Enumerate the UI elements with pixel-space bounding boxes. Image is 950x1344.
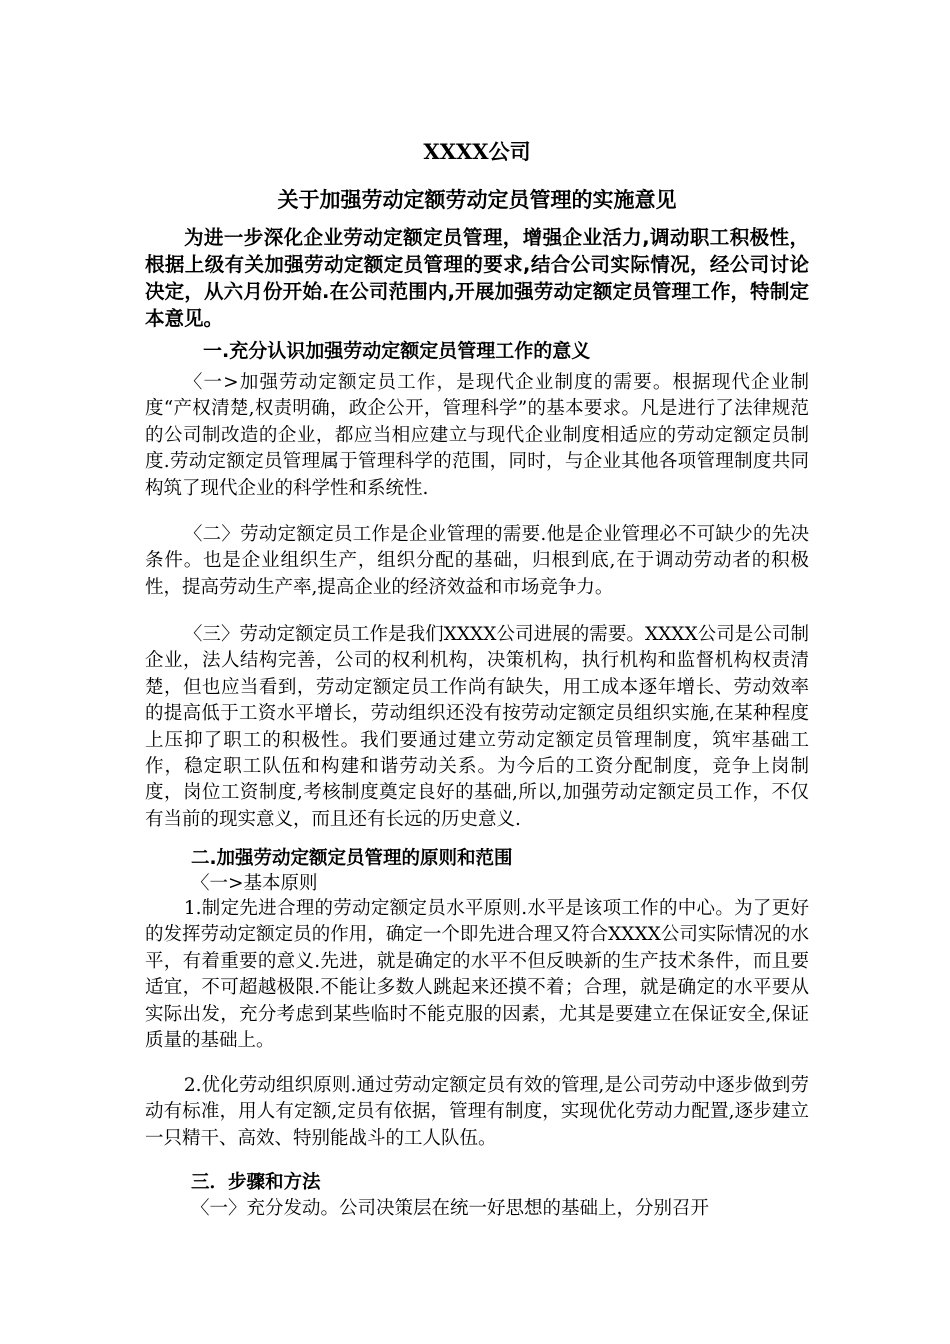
section-3-paragraph-1: 〈一〉充分发动。公司决策层在统一好思想的基础上，分别召开 xyxy=(191,1198,710,1219)
section-2-paragraph-2: 2.优化劳动组织原则.通过劳动定额定员有效的管理,是公司劳动中逐步做到劳动有标准，用人有定额,定员有依据，管理有制度，实现优化劳动力配置,逐步建立一只精干、高效、特别能战斗的工人队伍。 xyxy=(145,1075,809,1149)
section-2-subheading: 〈一>基本原则 xyxy=(191,873,318,894)
intro-paragraph: 为进一步深化企业劳动定额定员管理，增强企业活力,调动职工积极性，根据上级有关加强劳动定额定员管理的要求,结合公司实际情况，经公司讨论决定，从六月份开始.在公司范围内,开展加强劳动定额定员管理工作，特制定本意见。 xyxy=(145,226,809,330)
section-3-heading: 三．步骤和方法 xyxy=(191,1172,321,1193)
section-1-paragraph-3: 〈三〉劳动定额定员工作是我们XXXX公司进展的需要。XXXX公司是公司制企业，法人结构完善，公司的权利机构，决策机构，执行机构和监督机构权责清楚，但也应当看到，劳动定额定员工作尚有缺失，用工成本逐年增长、劳动效率的提高低于工资水平增长，劳动组织还没有按劳动定额定员组织实施,在某种程度上压抑了职工的积极性。我们要通过建立劳动定额定员管理制度，筑牢基础工作，稳定职工队伍和构建和谐劳动关系。为今后的工资分配制度，竞争上岗制度，岗位工资制度,考核制度奠定良好的基础,所以,加强劳动定额定员工作，不仅有当前的现实意义，而且还有长远的历史意义. xyxy=(145,624,809,830)
document-title: 关于加强劳动定额劳动定员管理的实施意见 xyxy=(277,188,677,212)
section-2-paragraph-1: 1.制定先进合理的劳动定额定员水平原则.水平是该项工作的中心。为了更好的发挥劳动定额定员的作用，确定一个即先进合理又符合XXXX公司实际情况的水平，有着重要的意义.先进，就是确定的水平不但反映新的生产技术条件，而且要适宜，不可超越极限.不能让多数人跳起来还摸不着；合理，就是确定的水平要从实际出发，充分考虑到某些临时不能克服的因素，尤其是要建立在保证安全,保证质量的基础上。 xyxy=(145,898,809,1052)
section-2-heading: 二.加强劳动定额定员管理的原则和范围 xyxy=(191,848,513,869)
section-1-paragraph-1: 〈一>加强劳动定额定员工作，是现代企业制度的需要。根据现代企业制度“产权清楚,权责明确，政企公开，管理科学”的基本要求。凡是进行了法律规范的公司制改造的企业，都应当相应建立与现代企业制度相适应的劳动定额定员制度.劳动定额定员管理属于管理科学的范围，同时，与企业其他各项管理制度共同构筑了现代企业的科学性和系统性. xyxy=(145,372,809,499)
section-1-paragraph-2: 〈二〉劳动定额定员工作是企业管理的需要.他是企业管理必不可缺少的先决条件。也是企业组织生产，组织分配的基础，归根到底,在于调动劳动者的积极性，提高劳动生产率,提高企业的经济效益和市场竞争力。 xyxy=(145,524,809,598)
company-title: XXXX公司 xyxy=(423,139,531,164)
section-1-heading: 一.充分认识加强劳动定额定员管理工作的意义 xyxy=(203,340,591,362)
